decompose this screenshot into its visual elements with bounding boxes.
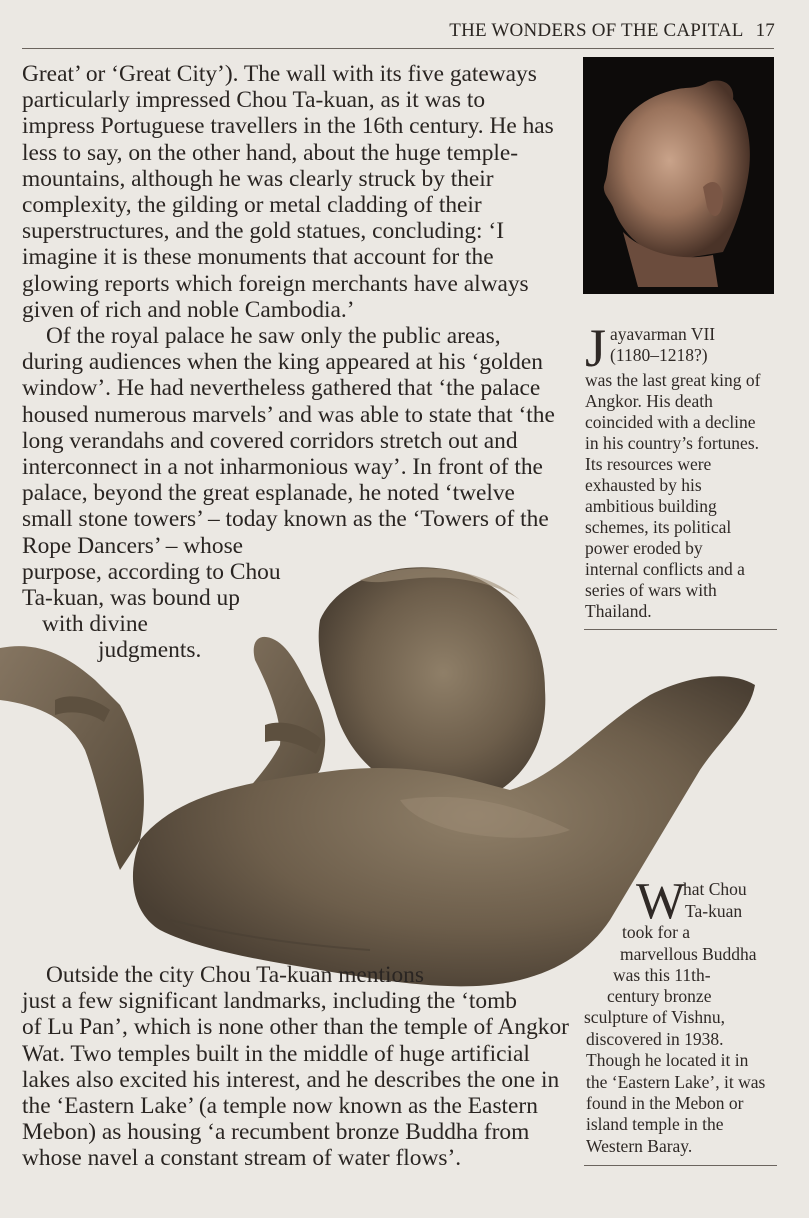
text-line: complexity, the gilding or metal cladding of their — [22, 192, 482, 219]
header-rule — [22, 48, 774, 49]
caption-line: (1180–1218?) — [610, 345, 708, 365]
caption-line: Thailand. — [585, 601, 652, 621]
caption-line: marvellous Buddha — [620, 944, 757, 964]
jayavarman-portrait-photo — [583, 57, 774, 294]
text-line: purpose, according to Chou — [22, 558, 281, 585]
caption-jayavarman — [585, 318, 761, 622]
text-line: small stone towers’ – today known as the ‘Towers of the — [22, 506, 549, 533]
caption-line: Angkor. His death — [585, 391, 713, 411]
caption-line: took for a — [622, 922, 691, 942]
caption-line: island temple in the — [586, 1114, 724, 1134]
caption-line: century bronze — [607, 986, 712, 1006]
caption-line: Its resources were — [585, 454, 712, 474]
text-line: impress Portuguese travellers in the 16th century. He has — [22, 113, 554, 140]
caption-line: hat Chou — [683, 879, 747, 899]
text-line: judgments. — [98, 637, 202, 664]
paragraph-1 — [22, 61, 554, 323]
caption-line: sculpture of Vishnu, — [584, 1007, 726, 1027]
text-line: mountains, although he was clearly struck by their — [22, 165, 494, 192]
text-line: interconnect in a not inharmonious way’. In front of the — [22, 454, 543, 481]
text-line: Outside the city Chou Ta-kuan mentions — [46, 962, 424, 988]
text-line: whose navel a constant stream of water flows’. — [22, 1145, 462, 1172]
text-line: imagine it is these monuments that account for the — [22, 244, 494, 271]
text-line: less to say, on the other hand, about the huge temple- — [22, 139, 519, 166]
caption-line: schemes, its political — [585, 517, 732, 537]
text-line: palace, beyond the great esplanade, he noted ‘twelve — [22, 480, 515, 507]
caption-line: series of wars with — [585, 580, 717, 600]
caption-line: found in the Mebon or — [586, 1093, 744, 1113]
text-line: Mebon) as housing ‘a recumbent bronze Buddha from — [22, 1119, 530, 1146]
text-line: long verandahs and covered corridors stretch out and — [22, 427, 518, 454]
caption-line: exhausted by his — [585, 475, 702, 495]
text-line: Rope Dancers’ – whose — [22, 532, 244, 559]
text-line: with divine — [42, 611, 148, 638]
caption-line: power eroded by — [585, 538, 703, 558]
text-line: Wat. Two temples built in the middle of huge artificial — [22, 1040, 530, 1067]
caption-line: internal conflicts and a — [585, 559, 745, 579]
text-line: window’. He had nevertheless gathered that ‘the palace — [22, 375, 541, 402]
text-line: glowing reports which foreign merchants have always — [22, 270, 529, 297]
paragraph-3 — [22, 962, 569, 1172]
drop-cap: W — [636, 873, 686, 930]
caption-rule — [584, 629, 777, 630]
drop-cap: J — [585, 318, 607, 378]
caption-line: Western Baray. — [586, 1136, 693, 1156]
text-line: just a few significant landmarks, including the ‘tomb — [22, 988, 517, 1015]
caption-line: ayavarman VII — [610, 324, 716, 344]
text-line: superstructures, and the gold statues, concluding: ‘I — [22, 218, 504, 245]
text-line: given of rich and noble Cambodia.’ — [22, 296, 355, 323]
caption-line: was this 11th- — [613, 965, 711, 985]
caption-line: was the last great king of — [585, 370, 761, 390]
text-line: housed numerous marvels’ and was able to state that ‘the — [22, 401, 555, 428]
text-line: lakes also excited his interest, and he describes the one in — [22, 1066, 560, 1093]
caption-rule — [584, 1165, 777, 1166]
text-line: particularly impressed Chou Ta-kuan, as it was to — [22, 87, 486, 114]
text-line: during audiences when the king appeared at his ‘golden — [22, 349, 543, 376]
stone-head-illustration — [583, 57, 774, 294]
text-line: of Lu Pan’, which is none other than the temple of Angkor — [22, 1014, 569, 1041]
text-line: the ‘Eastern Lake’ (a temple now known as the Eastern — [22, 1093, 538, 1120]
caption-line: in his country’s fortunes. — [585, 433, 760, 453]
page-number: 17 — [755, 20, 775, 41]
caption-line: Though he located it in — [586, 1050, 749, 1070]
text-line: Ta-kuan, was bound up — [22, 585, 240, 612]
text-line: Of the royal palace he saw only the public areas, — [46, 323, 501, 349]
caption-line: ambitious building — [585, 496, 717, 516]
caption-line: Ta-kuan — [685, 901, 743, 921]
caption-line: coincided with a decline — [585, 412, 756, 432]
caption-line: the ‘Eastern Lake’, it was — [586, 1072, 766, 1092]
running-header — [449, 20, 775, 42]
caption-line: discovered in 1938. — [586, 1029, 724, 1049]
text-line: Great’ or ‘Great City’). The wall with its five gateways — [22, 61, 537, 87]
header-title: THE WONDERS OF THE CAPITAL — [449, 20, 744, 41]
